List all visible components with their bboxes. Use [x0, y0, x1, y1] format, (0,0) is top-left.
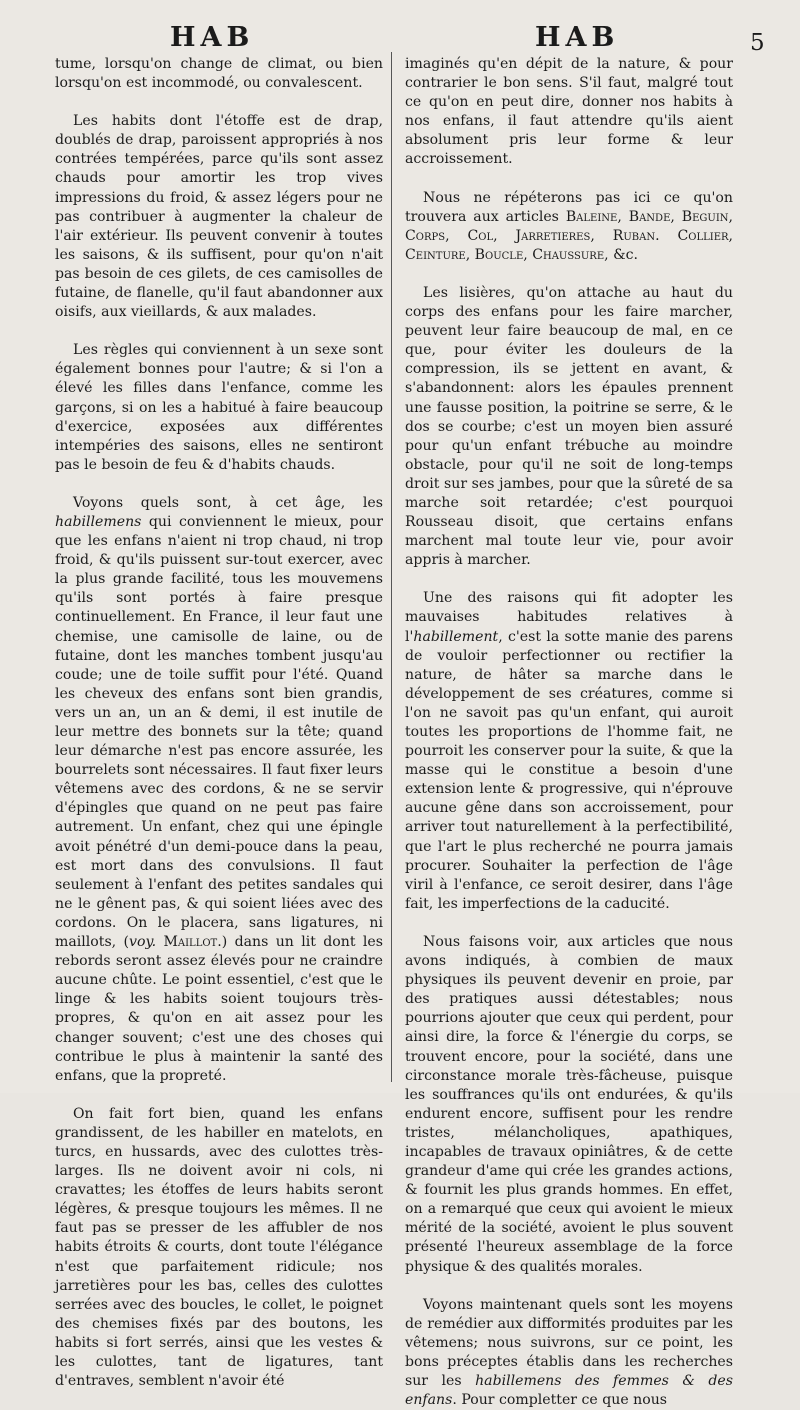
text-run: , &c. — [604, 246, 639, 263]
paragraph — [405, 189, 733, 265]
running-head-left: HAB — [170, 22, 255, 53]
paragraph: Les habits dont l'étoffe est de drap, doublés de drap, paroissent appropriés à nos contrées tempérées, parce qu'ils sont assez chauds pour amortir les trop vives impressions du froid, & assez légers pour ne pas contribuer à augmenter la chaleur de l'air extérieur. Ils peuvent convenir à toutes les saisons, & ils suffisent, pour qu'on n'ait pas besoin de ces gilets, de ces camisolles de futaine, de flanelle, qu'il faut abandonner aux oisifs, aux vieillards, & aux malades. — [55, 113, 383, 321]
italic-term: habillement — [413, 628, 499, 645]
paragraph — [405, 589, 733, 914]
text-run: Voyons quels sont, à cet âge, les — [73, 494, 383, 511]
paragraph — [405, 1296, 733, 1410]
cross-reference: Maillot — [163, 934, 218, 951]
paragraph: Nous faisons voir, aux articles que nous avons indiqués, à combien de maux physiques ils peuvent devenir en proie, par des pratiques aussi détestables; nous pourrions ajouter que ceux qui perdent, pour ainsi dire, la force & l'énergie du corps, se trouvent encore, pour la société, dans une circonstance morale très-fâcheuse, puisque les souffrances qu'ils ont endurées, & qu'ils endurent encore, suffisent pour les rendre tristes, mélancholiques, apathiques, incapables de travaux opiniâtres, & de cette grandeur d'ame qui crée les grandes actions, & fournit les plus grands hommes. En effet, on a remarqué que ceux qui avoient le mieux mérité de la société, avoient le plus souvent présenté l'heureux assemblage de la force physique & des qualités morales. — [405, 933, 733, 1275]
italic-abbrev: voy. — [129, 934, 157, 951]
italic-term: habillemens — [55, 513, 142, 530]
paragraph: On fait fort bien, quand les enfans grandissent, de les habiller en matelots, en turcs, en hussards, avec des culottes très-larges. Ils ne doivent avoir ni cols, ni cravattes; les étoffes de leurs habits seront légères, & presque toujours les mêmes. Il ne faut pas se presser de les affubler de nos habits étroits & courts, dont toute l'élégance n'est que parfaitement ridicule; nos jarretières pour les bas, celles des culottes serrées avec des boucles, le collet, le poignet des chemises fixés par des boutons, les habits si fort serrés, ainsi que les vestes & les culottes, tant de ligatures, tant d'entraves, semblent n'avoir été — [55, 1105, 383, 1390]
page-number: 5 — [750, 30, 765, 56]
text-run: . Pour completter ce que nous — [452, 1392, 668, 1409]
paragraph — [55, 494, 383, 1086]
text-run: Nous ne répéterons pas ici ce qu'on trouvera aux articles — [405, 189, 733, 225]
left-column — [55, 55, 383, 1391]
paragraph: Les règles qui conviennent à un sexe sont également bonnes pour l'autre; & si l'on a élevé les filles dans l'enfance, comme les garçons, si on les a habitué à faire beaucoup d'exercice, exposées aux différentes intempéries des saisons, elles ne sentiront pas le besoin de feu & d'habits chauds. — [55, 342, 383, 473]
text-run: qui conviennent le mieux, pour que les enfans n'aient ni trop chaud, ni trop froid, & qu'ils puissent sur-tout exercer, avec la plus grande facilité, tous les mouvemens qu'ils sont portés à faire presque continuellement. En France, il leur faut une chemise, une camisolle de laine, ou de futaine, dont les manches tombent jusqu'au coude; une de toile suffit pour l'été. Quand les cheveux des enfans sont bien grandis, vers un an, un an & demi, il est inutile de leur mettre des bonnets sur la tête; quand leur démarche n'est pas encore assurée, les bourrelets sont nécessaires. Il faut fixer leurs vêtemens avec des cordons, & ne se servir d'épingles que quand on ne peut pas faire autrement. Un enfant, chez qui une épingle avoit pénétré d'un demi-pouce dans la peau, est mort dans des convulsions. Il faut seulement à l'enfant des petites sandales qui ne le gênent pas, & qui soient liées avec des cordons. On le placera, sans ligatures, ni maillots, ( — [55, 513, 383, 951]
italic-title: habillemens des femmes & des enfans — [405, 1373, 733, 1409]
cross-references: Baleine, Bande, Beguin, Corps, Col, Jarretieres, Ruban. Collier, Ceinture, Boucle, Chaussure — [405, 208, 734, 263]
text-run: Une des raisons qui fit adopter les mauvaises habitudes relatives à l' — [405, 590, 733, 645]
text-run: , c'est la sotte manie des parens de vouloir perfectionner ou rectifier la nature, de hâter sa marche dans le développement de ses créatures, comme si l'on ne savoit pas qu'un enfant, qui auroit toutes les proportions de l'homme fait, ne pourroit les conserver pour la suite, & que la masse qui le constitue a besoin d'une extension lente & progressive, qui n'éprouve aucune gêne dans son accroissement, pour arriver tout naturellement à la perfectibilité, que l'art le plus recherché ne pourra jamais procurer. Souhaiter la perfection de l'âge viril à l'enfance, ce seroit desirer, dans l'âge fait, les imperfections de la caducité. — [405, 628, 733, 912]
column-divider — [391, 52, 392, 1082]
running-head-right: HAB — [535, 22, 620, 53]
paragraph: imaginés qu'en dépit de la nature, & pour contrarier le bon sens. S'il faut, malgré tout ce qu'on en peut dire, donner nos habits à nos enfans, il faut attendre qu'ils aient absolument pris leur forme & leur accroissement. — [405, 56, 733, 168]
right-column — [405, 55, 733, 1410]
paragraph: Les lisières, qu'on attache au haut du corps des enfans pour les faire marcher, peuvent leur faire beaucoup de mal, en ce que, pour éviter les douleurs de la compression, ils se jettent en avant, & s'abandonnent: alors les épaules prennent une fausse position, la poitrine se serre, & le dos se courbe; c'est un moyen bien assuré pour qu'un enfant trébuche au moindre obstacle, pour qu'il ne soit de long-temps droit sur ses jambes, pour que la sûreté de sa marche soit retardée; c'est pourquoi Rousseau disoit, que certains enfans marchent mal toute leur vie, pour avoir appris à marcher. — [405, 284, 733, 569]
text-run: .) dans un lit dont les rebords seront assez élevés pour ne craindre aucune chûte. Le point essentiel, c'est que le linge & les habits soient toujours très-propres, & qu'on en ait assez pour les changer souvent; c'est une des choses qui contribue le plus à maintenir la santé des enfans, que la propreté. — [55, 934, 383, 1084]
paragraph: tume, lorsqu'on change de climat, ou bien lorsqu'on est incommodé, ou convalescent. — [55, 56, 383, 92]
text-run: Voyons maintenant quels sont les moyens de remédier aux difformités produites par les vêtemens; nous suivrons, sur ce point, les bons préceptes établis dans les recherches sur les — [405, 1296, 733, 1389]
